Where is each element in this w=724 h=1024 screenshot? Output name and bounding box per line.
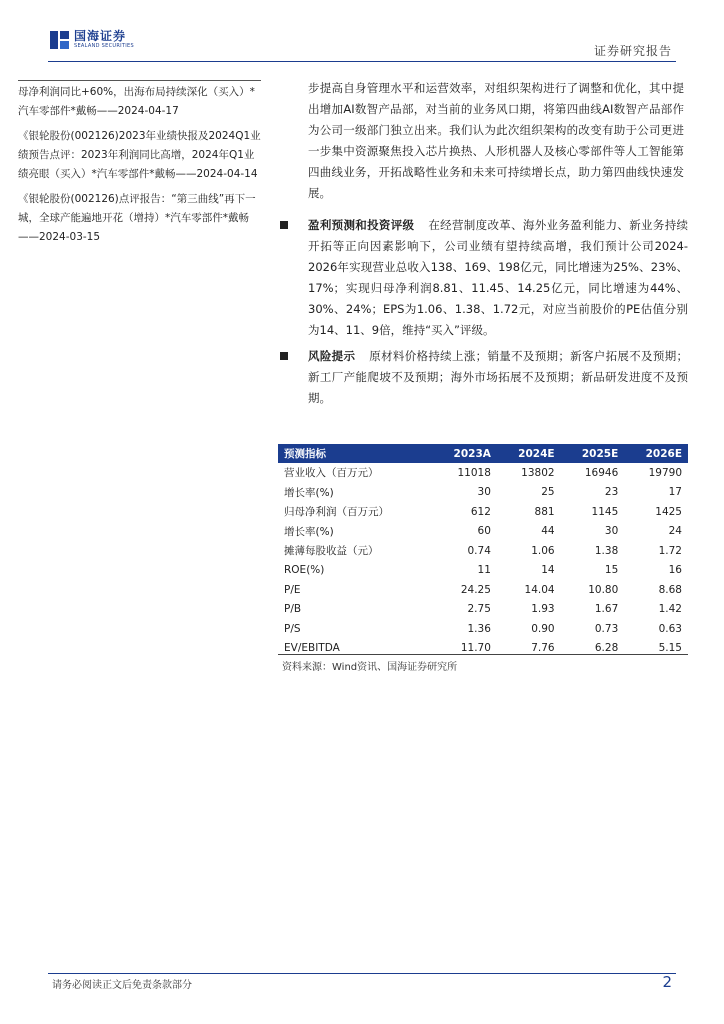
related-report-item[interactable]: 《银轮股份(002126)点评报告：“第三曲线”再下一城，全球产能遍地开花（增持）*汽车零部件*戴畅——2024-03-15 (18, 193, 256, 243)
table-cell: 1.72 (658, 544, 682, 557)
forecast-table (278, 444, 688, 658)
table-cell: 16946 (584, 466, 619, 479)
table-row (278, 463, 688, 483)
table-cell: 24.25 (460, 583, 491, 596)
table-row (278, 502, 688, 522)
table-row-label: ROE(%) (284, 564, 325, 577)
table-bottom-rule (278, 654, 688, 655)
table-cell: 14 (541, 564, 555, 577)
related-reports-list (18, 80, 263, 253)
table-header-cell: 2026E (624, 444, 688, 463)
table-cell: 30 (604, 525, 619, 538)
table-cell: 1.42 (658, 603, 682, 616)
logo-mark-icon (50, 31, 70, 49)
table-cell: 44 (541, 525, 555, 538)
bullet-square-icon (280, 221, 288, 229)
table-cell: 13802 (521, 466, 555, 479)
table-row (278, 483, 688, 503)
table-header-row (278, 444, 688, 463)
bullet-square-icon (280, 352, 288, 360)
table-cell: 5.15 (658, 642, 682, 655)
table-row-label: P/B (284, 603, 302, 616)
table-cell: 11.70 (460, 642, 491, 655)
table-cell: 2.75 (467, 603, 491, 616)
table-row-label: 摊薄每股收益（元） (284, 545, 379, 558)
table-cell: 6.28 (594, 642, 619, 655)
table-cell: 14.04 (524, 583, 555, 596)
table-row (278, 580, 688, 600)
table-row (278, 619, 688, 639)
report-type-label: 证券研究报告 (593, 44, 672, 58)
page-number: 2 (662, 973, 672, 991)
risk-title: 风险提示 (308, 349, 356, 363)
table-header-cell: 预测指标 (278, 444, 432, 463)
table-row-label: 归母净利润（百万元） (284, 506, 389, 519)
forecast-section (280, 215, 688, 341)
table-cell: 0.74 (467, 544, 491, 557)
table-header-cell: 2025E (561, 444, 625, 463)
logo-english-name: SEALAND SECURITIES (74, 43, 134, 49)
footer-divider (48, 973, 676, 974)
table-row-label: 增长率(%) (284, 486, 334, 499)
table-source-note: 资料来源：Wind资讯、国海证券研究所 (282, 662, 458, 673)
table-row (278, 561, 688, 581)
table-cell: 0.73 (594, 622, 619, 635)
intro-paragraph: 步提高自身管理水平和运营效率，对组织架构进行了调整和优化，其中提出增加AI数智产品部，对当前的业务风口期，将第四曲线AI数智产品部作为公司一级部门独立出来。我们认为此次组织架构的改变有助于公司更进一步集中资源聚焦投入芯片换热、人形机器人及核心零部件等人工智能第四曲线业务，开拓战略性业务和未来可持续增长点，助力第四曲线快速发展。 (308, 81, 684, 200)
forecast-text: 在经营制度改革、海外业务盈利能力、新业务持续开拓等正向因素影响下，公司业绩有望持续高增，我们预计公司2024-2026年实现营业总收入138、169、198亿元，同比增速为25%、23%、17%；实现归母净利润8.81、11.45、14.25亿元，同比增速为44%、30%、24%；EPS为1.06、1.38、1.72元，对应当前股价的PE估值分别为14、11、9倍，维持“买入”评级。 (308, 218, 689, 337)
table-cell: 0.90 (531, 622, 555, 635)
related-report-item[interactable]: 《银轮股份(002126)2023年业绩快报及2024Q1业绩预告点评：2023年利润同比高增，2024年Q1业绩亮眼（买入）*汽车零部件*戴畅——2024-04-14 (18, 130, 261, 180)
table-row-label: 增长率(%) (284, 525, 334, 538)
table-cell: 60 (477, 525, 491, 538)
table-cell: 1.67 (594, 603, 619, 616)
table-cell: 11018 (457, 466, 491, 479)
table-cell: 1.93 (531, 603, 555, 616)
forecast-title: 盈利预测和投资评级 (308, 218, 415, 232)
table-cell: 1425 (655, 505, 682, 518)
table-header-cell: 2023A (432, 444, 497, 463)
table-row (278, 522, 688, 542)
table-row-label: 营业收入（百万元） (284, 467, 379, 480)
intro-paragraph-block (308, 78, 684, 204)
table-row-label: P/S (284, 622, 301, 635)
table-cell: 11 (477, 564, 491, 577)
table-cell: 8.68 (658, 583, 682, 596)
logo-name: 国海证券 (74, 29, 127, 43)
table-cell: 881 (534, 505, 555, 518)
table-cell: 16 (668, 564, 682, 577)
table-row-label: EV/EBITDA (284, 642, 340, 655)
table-cell: 1.38 (594, 544, 619, 557)
table-cell: 17 (668, 486, 682, 499)
table-cell: 7.76 (531, 642, 555, 655)
table-row-label: P/E (284, 583, 301, 596)
table-row (278, 600, 688, 620)
header-divider (48, 61, 676, 62)
related-reports-divider (18, 80, 261, 81)
table-row (278, 639, 688, 659)
table-cell: 19790 (648, 466, 682, 479)
footer-disclaimer: 请务必阅读正文后免责条款部分 (52, 980, 192, 991)
table-cell: 0.63 (658, 622, 682, 635)
table-cell: 15 (604, 564, 619, 577)
table-cell: 1.06 (531, 544, 555, 557)
table-cell: 23 (604, 486, 619, 499)
table-header-cell: 2024E (497, 444, 561, 463)
table-cell: 10.80 (588, 583, 619, 596)
table-row (278, 541, 688, 561)
company-logo (50, 30, 134, 49)
table-cell: 30 (477, 486, 491, 499)
table-cell: 1.36 (467, 622, 491, 635)
risk-section (280, 346, 688, 409)
table-cell: 612 (470, 505, 491, 518)
table-cell: 1145 (591, 505, 619, 518)
risk-text: 原材料价格持续上涨；销量不及预期；新客户拓展不及预期；新工厂产能爬坡不及预期；海外市场拓展不及预期；新品研发进度不及预期。 (308, 349, 689, 405)
table-cell: 24 (668, 525, 682, 538)
table-cell: 25 (541, 486, 555, 499)
related-report-item[interactable]: 母净利润同比+60%，出海布局持续深化（买入）*汽车零部件*戴畅——2024-04-17 (18, 86, 255, 117)
